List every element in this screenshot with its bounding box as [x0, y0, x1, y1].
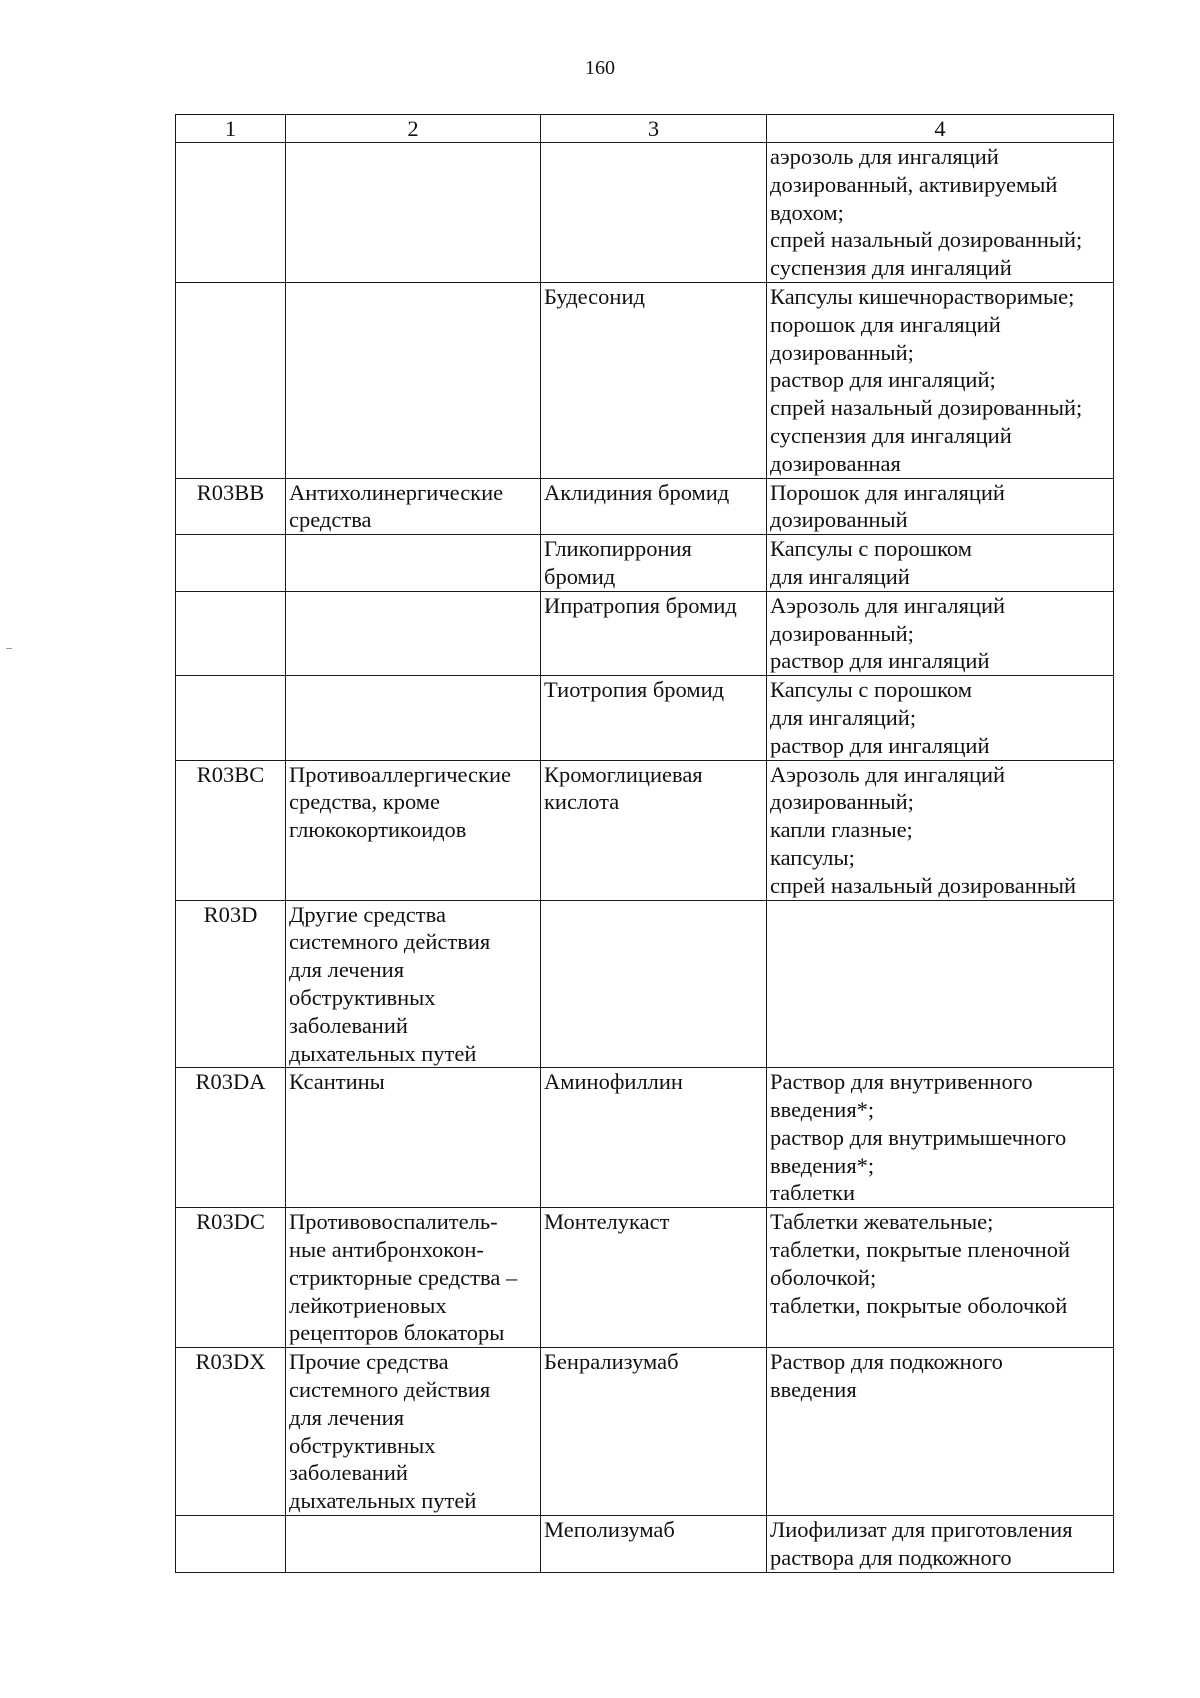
table-row	[176, 535, 1114, 592]
drug-cell	[541, 900, 767, 1068]
dosage-forms-cell: Капсулы кишечнорастворимые; порошок для ингаляций дозированный; раствор для ингаляций; спрей назальный дозированный; суспензия для ингаляций дозированная	[767, 282, 1114, 478]
dosage-forms-cell: Порошок для ингаляций дозированный	[767, 478, 1114, 535]
atc-code-cell: R03BC	[176, 760, 286, 900]
drug-cell: Монтелукаст	[541, 1208, 767, 1348]
drug-cell: Тиотропия бромид	[541, 676, 767, 760]
group-cell: Антихолинергические средства	[286, 478, 541, 535]
group-cell: Противоаллергические средства, кроме глюкокортикоидов	[286, 760, 541, 900]
atc-code-cell: R03DA	[176, 1068, 286, 1208]
dosage-forms-cell: Таблетки жевательные; таблетки, покрытые пленочной оболочкой; таблетки, покрытые оболочкой	[767, 1208, 1114, 1348]
medication-table	[175, 114, 1114, 1573]
dosage-forms-cell	[767, 900, 1114, 1068]
drug-cell: Аклидиния бромид	[541, 478, 767, 535]
table-row	[176, 478, 1114, 535]
atc-code-cell: R03D	[176, 900, 286, 1068]
atc-code-cell	[176, 535, 286, 592]
table-row	[176, 591, 1114, 675]
atc-code-cell	[176, 676, 286, 760]
table-row	[176, 1348, 1114, 1516]
drug-cell	[541, 143, 767, 283]
atc-code-cell	[176, 143, 286, 283]
drug-cell: Меполизумаб	[541, 1516, 767, 1573]
atc-code-cell	[176, 1516, 286, 1573]
drug-cell: Бенрализумаб	[541, 1348, 767, 1516]
group-cell	[286, 282, 541, 478]
group-cell	[286, 535, 541, 592]
column-header-4: 4	[767, 115, 1114, 143]
dosage-forms-cell: Лиофилизат для приготовления раствора для подкожного	[767, 1516, 1114, 1573]
table-row	[176, 676, 1114, 760]
table-row	[176, 1208, 1114, 1348]
table-row	[176, 282, 1114, 478]
table-header	[176, 115, 1114, 143]
header-row	[176, 115, 1114, 143]
column-header-2: 2	[286, 115, 541, 143]
group-cell	[286, 591, 541, 675]
dosage-forms-cell: Раствор для подкожного введения	[767, 1348, 1114, 1516]
dosage-forms-cell: Капсулы с порошком для ингаляций	[767, 535, 1114, 592]
dosage-forms-cell: аэрозоль для ингаляций дозированный, активируемый вдохом; спрей назальный дозированный; суспензия для ингаляций	[767, 143, 1114, 283]
atc-code-cell: R03BB	[176, 478, 286, 535]
scan-mark	[6, 648, 12, 649]
group-cell	[286, 143, 541, 283]
table-row	[176, 760, 1114, 900]
group-cell: Противовоспалитель- ные антибронхокон- стрикторные средства – лейкотриеновых рецепторов блокаторы	[286, 1208, 541, 1348]
column-header-3: 3	[541, 115, 767, 143]
dosage-forms-cell: Аэрозоль для ингаляций дозированный; капли глазные; капсулы; спрей назальный дозированный	[767, 760, 1114, 900]
drug-cell: Гликопиррония бромид	[541, 535, 767, 592]
drug-cell: Будесонид	[541, 282, 767, 478]
group-cell: Прочие средства системного действия для лечения обструктивных заболеваний дыхательных путей	[286, 1348, 541, 1516]
column-header-1: 1	[176, 115, 286, 143]
group-cell	[286, 1516, 541, 1573]
page-number: 160	[585, 57, 615, 79]
group-cell: Ксантины	[286, 1068, 541, 1208]
drug-cell: Аминофиллин	[541, 1068, 767, 1208]
table-row	[176, 1068, 1114, 1208]
table-row	[176, 900, 1114, 1068]
table-body	[176, 143, 1114, 1573]
group-cell	[286, 676, 541, 760]
group-cell: Другие средства системного действия для лечения обструктивных заболеваний дыхательных путей	[286, 900, 541, 1068]
dosage-forms-cell: Раствор для внутривенного введения*; раствор для внутримышечного введения*; таблетки	[767, 1068, 1114, 1208]
dosage-forms-cell: Аэрозоль для ингаляций дозированный; раствор для ингаляций	[767, 591, 1114, 675]
atc-code-cell: R03DX	[176, 1348, 286, 1516]
atc-code-cell	[176, 282, 286, 478]
table-row	[176, 1516, 1114, 1573]
drug-cell: Кромоглициевая кислота	[541, 760, 767, 900]
atc-code-cell: R03DC	[176, 1208, 286, 1348]
table-row	[176, 143, 1114, 283]
drug-cell: Ипратропия бромид	[541, 591, 767, 675]
dosage-forms-cell: Капсулы с порошком для ингаляций; раствор для ингаляций	[767, 676, 1114, 760]
atc-code-cell	[176, 591, 286, 675]
